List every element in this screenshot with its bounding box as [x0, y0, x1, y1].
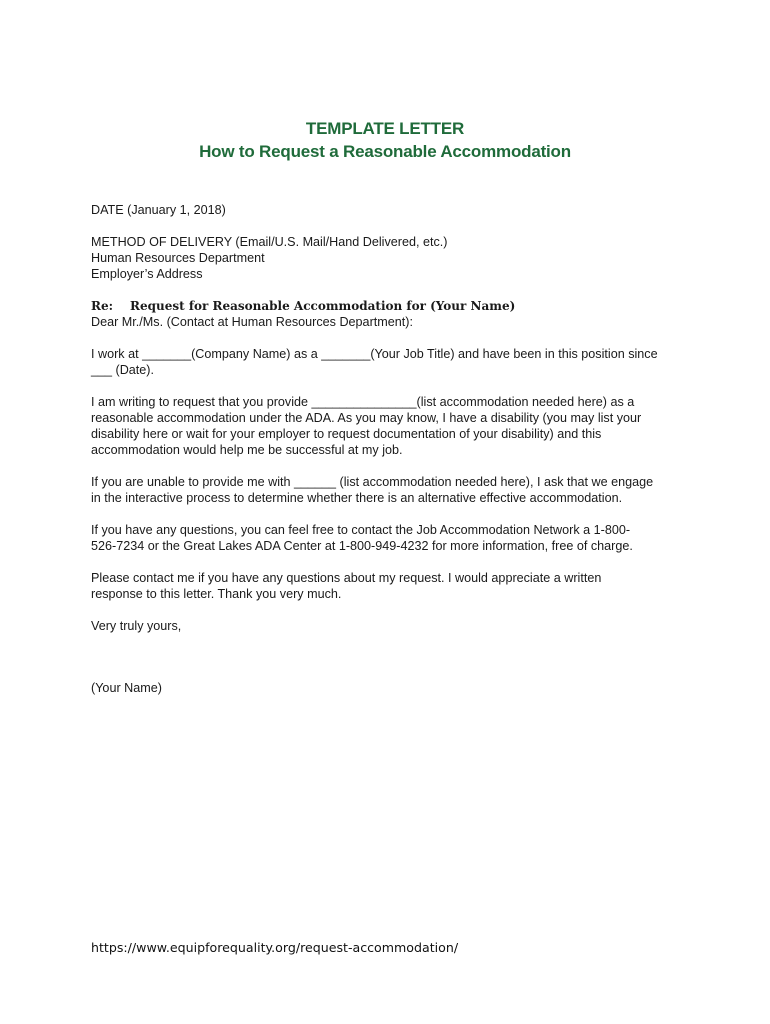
salutation: Dear Mr./Ms. (Contact at Human Resources Department): [91, 315, 413, 330]
paragraph-request-line-1: I am writing to request that you provide _______________(list accommodation needed here) as a [91, 394, 635, 409]
paragraph-request-line-3: disability here or wait for your employer to request documentation of your disability) and this [91, 427, 602, 442]
title-template-letter: TEMPLATE LETTER [305, 119, 465, 138]
subject-line [91, 298, 691, 314]
paragraph-contact-line-2: 526-7234 or the Great Lakes ADA Center at 1-800-949-4232 for more information, free of charge. [91, 539, 633, 554]
signature-name: (Your Name) [91, 681, 162, 696]
closing-phrase: Very truly yours, [91, 618, 182, 633]
employer-address-line: Employer’s Address [91, 267, 203, 282]
date-line: DATE (January 1, 2018) [91, 203, 226, 217]
title-subtitle: How to Request a Reasonable Accommodation [199, 142, 571, 161]
paragraph-employment-line-2: ___ (Date). [91, 362, 154, 377]
subject-text: Request for Reasonable Accommodation for (Your Name) [130, 298, 516, 313]
paragraph-request-line-2: reasonable accommodation under the ADA. As you may know, I have a disability (you may list your [91, 410, 642, 425]
letter-title [0, 118, 770, 164]
paragraph-closing-line-2: response to this letter. Thank you very much. [91, 586, 342, 601]
paragraph-interactive-line-1: If you are unable to provide me with ______ (list accommodation needed here), I ask that we engage [91, 474, 654, 489]
footer-url: https://www.equipforequality.org/request-accommodation/ [91, 940, 459, 955]
paragraph-closing-line-1: Please contact me if you have any questions about my request. I would appreciate a written [91, 570, 602, 585]
paragraph-employment-line-1: I work at _______(Company Name) as a _______(Your Job Title) and have been in this position since [91, 346, 658, 361]
paragraph-interactive-line-2: in the interactive process to determine whether there is an alternative effective accommodation. [91, 491, 623, 506]
subject-label: Re: [91, 298, 114, 313]
department-line: Human Resources Department [91, 250, 265, 265]
letter-body [91, 202, 691, 697]
paragraph-contact-line-1: If you have any questions, you can feel free to contact the Job Accommodation Network a 1-800- [91, 522, 631, 537]
paragraph-request-line-4: accommodation would help me be successful at my job. [91, 443, 403, 458]
delivery-method-line: METHOD OF DELIVERY (Email/U.S. Mail/Hand Delivered, etc.) [91, 234, 448, 249]
